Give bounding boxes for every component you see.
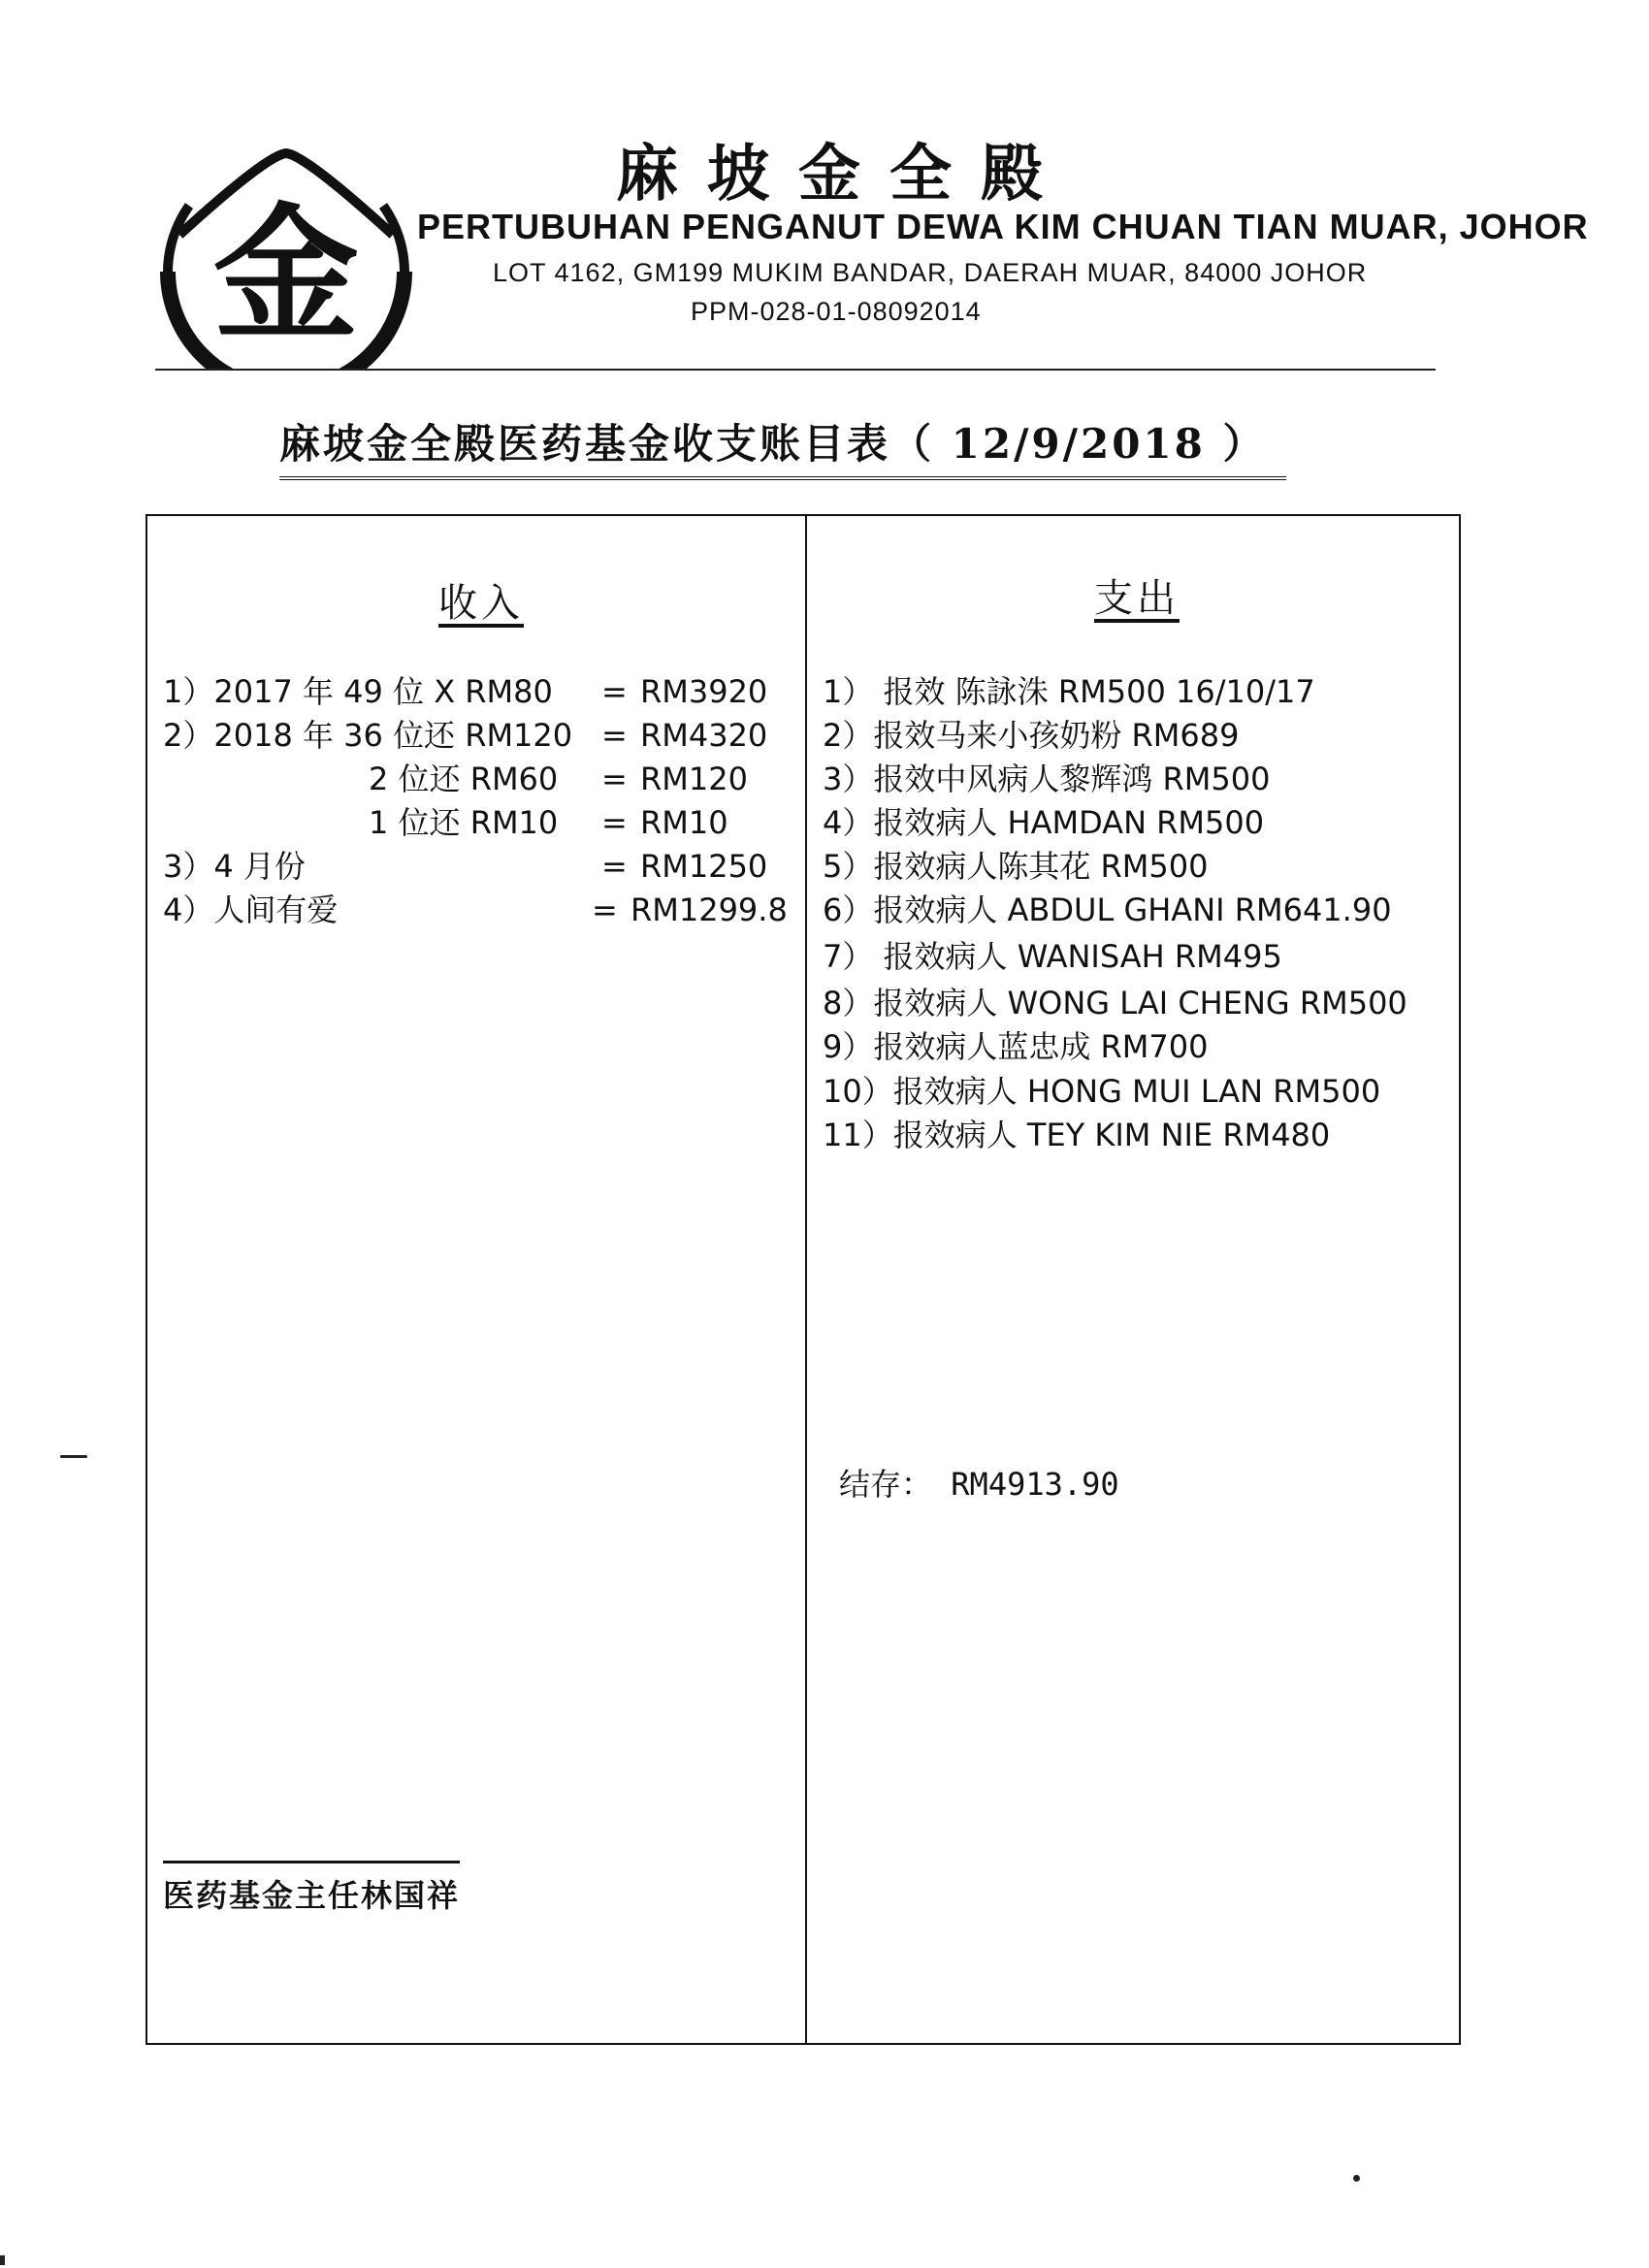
balance-line <box>839 1460 1119 1505</box>
income-heading: 收入 <box>438 581 524 626</box>
organization-address: LOT 4162, GM199 MUKIM BANDAR, DAERAH MUAR, 84000 JOHOR <box>493 258 1368 287</box>
expense-row: 6）报效病人 ABDUL GHANI RM641.90 <box>823 891 1392 928</box>
income-label: 1）2017 年 49 位 X RM80 <box>163 673 553 710</box>
income-equals: = <box>601 761 628 797</box>
balance-label: 结存： <box>839 1466 933 1503</box>
income-amount: RM1250 <box>640 848 768 885</box>
expense-row: 8）报效病人 WONG LAI CHENG RM500 <box>823 985 1407 1021</box>
income-label: 3）4 月份 <box>163 848 306 885</box>
income-equals: = <box>601 848 628 885</box>
income-label: 4）人间有爱 <box>163 891 339 928</box>
expense-row: 2）报效马来小孩奶粉 RM689 <box>823 717 1240 754</box>
income-amount: RM10 <box>640 804 728 841</box>
organization-name-english: PERTUBUHAN PENGANUT DEWA KIM CHUAN TIAN MUAR, JOHOR <box>417 207 1589 246</box>
organization-name-chinese: 麻坡金全殿 <box>616 138 1072 211</box>
income-amount: RM4320 <box>640 717 768 754</box>
expense-row: 9）报效病人蓝忠成 RM700 <box>823 1028 1209 1065</box>
expense-row: 4）报效病人 HAMDAN RM500 <box>823 804 1265 841</box>
logo-glyph: 金 <box>212 189 360 360</box>
income-equals: = <box>592 891 618 928</box>
document-title: 麻坡金全殿医药基金收支账目表（ 12/9/2018 ） <box>279 412 1286 480</box>
scan-speck <box>60 1455 87 1458</box>
signatory-line: 医药基金主任林国祥 <box>163 1861 460 1916</box>
income-equals: = <box>601 717 628 754</box>
column-divider <box>805 514 807 2045</box>
income-amount: RM3920 <box>640 673 768 710</box>
income-label: 2 位还 RM60 <box>369 761 559 797</box>
expense-row: 11）报效病人 TEY KIM NIE RM480 <box>823 1117 1331 1153</box>
balance-value: RM4913.90 <box>951 1466 1119 1503</box>
income-amount: RM120 <box>640 761 748 797</box>
income-equals: = <box>601 673 628 710</box>
scan-speck <box>1353 2175 1360 2182</box>
scan-speck <box>0 2255 5 2265</box>
expense-heading: 支出 <box>1094 576 1180 621</box>
registration-number: PPM-028-01-08092014 <box>691 297 982 326</box>
temple-logo <box>150 146 422 369</box>
income-label: 2）2018 年 36 位还 RM120 <box>163 717 573 754</box>
expense-row: 5）报效病人陈其花 RM500 <box>823 848 1209 885</box>
header-divider <box>155 369 1436 371</box>
expense-row: 10）报效病人 HONG MUI LAN RM500 <box>823 1073 1381 1110</box>
income-equals: = <box>601 804 628 841</box>
expense-row: 7） 报效病人 WANISAH RM495 <box>823 938 1282 975</box>
income-amount: RM1299.8 <box>630 891 788 928</box>
expense-row: 1） 报效 陈詠洙 RM500 16/10/17 <box>823 673 1315 710</box>
expense-row: 3）报效中风病人黎辉鸿 RM500 <box>823 761 1271 797</box>
income-label: 1 位还 RM10 <box>369 804 559 841</box>
